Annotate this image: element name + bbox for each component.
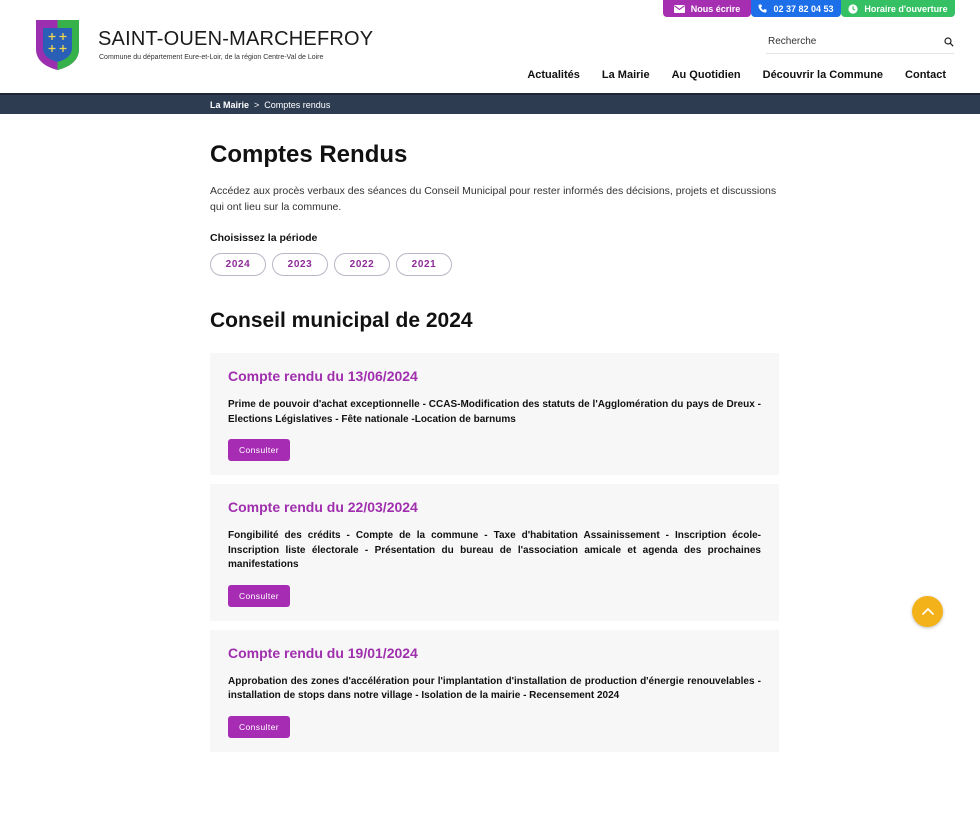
consult-button[interactable]: Consulter bbox=[228, 439, 290, 461]
report-card bbox=[210, 484, 779, 621]
report-title: Compte rendu du 13/06/2024 bbox=[228, 368, 418, 384]
search-input[interactable] bbox=[766, 36, 926, 47]
breadcrumb-separator: > bbox=[254, 100, 260, 110]
coat-of-arms-icon[interactable] bbox=[35, 19, 80, 71]
nav-item-contact[interactable]: Contact bbox=[905, 69, 946, 81]
year-button-2024[interactable]: 2024 bbox=[210, 253, 266, 276]
site-title[interactable]: SAINT-OUEN-MARCHEFROY bbox=[98, 28, 374, 50]
page-intro: Accédez aux procès verbaux des séances du Conseil Municipal pour rester informés des décisions, projets et discussions qui ont lieu sur la commune. bbox=[210, 185, 777, 213]
report-description: Prime de pouvoir d'achat exceptionnelle - CCAS-Modification des statuts de l'Agglomération du pays de Dreux - Elections Législatives - Fête nationale -Location de barnums bbox=[228, 399, 761, 425]
report-card bbox=[210, 630, 779, 752]
nav-item-la-mairie[interactable]: La Mairie bbox=[601, 69, 650, 81]
opening-hours-button[interactable] bbox=[841, 0, 955, 17]
year-button-2023[interactable]: 2023 bbox=[272, 253, 328, 276]
mail-icon bbox=[674, 5, 685, 13]
breadcrumb-bar bbox=[0, 93, 980, 114]
phone-icon bbox=[758, 4, 767, 13]
report-card bbox=[210, 353, 779, 475]
search-icon[interactable] bbox=[944, 37, 954, 47]
main-nav bbox=[505, 69, 946, 81]
contact-bar bbox=[663, 0, 955, 17]
report-description: Fongibilité des crédits - Compte de la commune - Taxe d'habitation Assainissement - Inscription école- Inscription liste électorale - Présentation du bureau de l'association amicale et agenda des prochaines manifestations bbox=[228, 530, 761, 570]
nav-item-decouvrir[interactable]: Découvrir la Commune bbox=[762, 69, 884, 81]
year-button-2021[interactable]: 2021 bbox=[396, 253, 452, 276]
breadcrumb bbox=[210, 100, 330, 110]
write-us-label: Nous écrire bbox=[690, 3, 741, 14]
report-title: Compte rendu du 22/03/2024 bbox=[228, 499, 418, 515]
chevron-up-icon bbox=[921, 607, 935, 616]
section-title: Conseil municipal de 2024 bbox=[210, 309, 473, 332]
period-label: Choisissez la période bbox=[210, 232, 318, 244]
year-filter bbox=[210, 253, 779, 276]
write-us-button[interactable] bbox=[663, 0, 751, 17]
report-list bbox=[210, 353, 779, 752]
clock-icon bbox=[848, 4, 858, 14]
site-subtitle: Commune du département Eure-et-Loir, de la région Centre-Val de Loire bbox=[99, 54, 324, 61]
breadcrumb-current: Comptes rendus bbox=[264, 100, 331, 110]
opening-hours-label: Horaire d'ouverture bbox=[864, 3, 948, 14]
main-content bbox=[210, 114, 779, 761]
nav-item-au-quotidien[interactable]: Au Quotidien bbox=[671, 69, 741, 81]
phone-label: 02 37 82 04 53 bbox=[773, 3, 834, 14]
consult-button[interactable]: Consulter bbox=[228, 716, 290, 738]
page-title: Comptes Rendus bbox=[210, 141, 408, 168]
report-title: Compte rendu du 19/01/2024 bbox=[228, 644, 418, 661]
nav-item-actualites[interactable]: Actualités bbox=[527, 69, 580, 81]
search-box bbox=[766, 30, 954, 54]
report-description: Approbation des zones d'accélération pour l'implantation d'installation de production d'énergie renouvelables - installation de stops dans notre village - Isolation de la mairie - Recensement 2024 bbox=[228, 675, 761, 701]
scroll-to-top-button[interactable] bbox=[912, 596, 943, 627]
breadcrumb-parent[interactable]: La Mairie bbox=[210, 100, 250, 110]
consult-button[interactable]: Consulter bbox=[228, 585, 290, 607]
phone-button[interactable] bbox=[751, 0, 841, 17]
year-button-2022[interactable]: 2022 bbox=[334, 253, 390, 276]
